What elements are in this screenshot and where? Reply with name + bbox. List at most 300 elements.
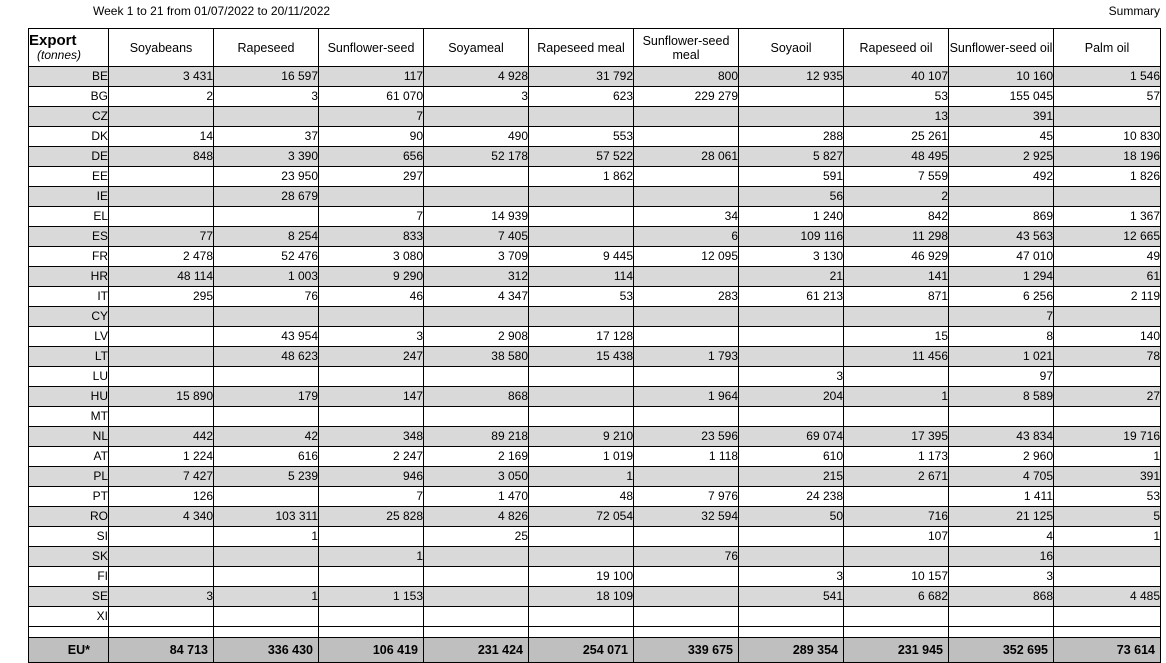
table-row: [29, 107, 1161, 127]
cell-value: 7: [319, 107, 424, 127]
cell-value: 2 960: [949, 447, 1054, 467]
cell-value: 1 003: [214, 267, 319, 287]
export-table: [28, 28, 1161, 663]
cell-value: [844, 367, 949, 387]
cell-value: 15 438: [529, 347, 634, 367]
cell-value: [739, 107, 844, 127]
column-header-8: Sunflower-seed oil: [949, 29, 1054, 67]
cell-value: 12 095: [634, 247, 739, 267]
cell-value: [319, 607, 424, 627]
page-header: [0, 0, 1166, 22]
table-row: [29, 487, 1161, 507]
row-code: BE: [29, 67, 109, 87]
cell-value: 89 218: [424, 427, 529, 447]
cell-value: [214, 487, 319, 507]
cell-value: [844, 407, 949, 427]
cell-value: 109 116: [739, 227, 844, 247]
cell-value: [739, 347, 844, 367]
cell-value: [634, 127, 739, 147]
table-row: [29, 247, 1161, 267]
table-row: [29, 527, 1161, 547]
cell-value: 28 061: [634, 147, 739, 167]
spacer-cell: [29, 627, 109, 638]
cell-value: 72 054: [529, 507, 634, 527]
cell-value: 2 908: [424, 327, 529, 347]
cell-value: [529, 387, 634, 407]
cell-value: [739, 527, 844, 547]
cell-value: 716: [844, 507, 949, 527]
cell-value: 76: [214, 287, 319, 307]
column-header-0: Soyabeans: [109, 29, 214, 67]
cell-value: 12 935: [739, 67, 844, 87]
cell-value: 247: [319, 347, 424, 367]
row-code: ES: [29, 227, 109, 247]
cell-value: 7: [319, 487, 424, 507]
cell-value: 2: [109, 87, 214, 107]
cell-value: 1 021: [949, 347, 1054, 367]
cell-value: 8 589: [949, 387, 1054, 407]
cell-value: [739, 327, 844, 347]
table-row: [29, 507, 1161, 527]
cell-value: 871: [844, 287, 949, 307]
table-row: [29, 67, 1161, 87]
cell-value: [109, 607, 214, 627]
table-row: [29, 447, 1161, 467]
row-code: PT: [29, 487, 109, 507]
cell-value: 1 173: [844, 447, 949, 467]
cell-value: 61 070: [319, 87, 424, 107]
cell-value: 16: [949, 547, 1054, 567]
cell-value: 7 976: [634, 487, 739, 507]
cell-value: 49: [1054, 247, 1161, 267]
cell-value: [1054, 547, 1161, 567]
cell-value: [109, 307, 214, 327]
cell-value: [529, 527, 634, 547]
table-header: [29, 29, 1161, 67]
cell-value: [319, 527, 424, 547]
table-row: [29, 87, 1161, 107]
cell-value: 52 476: [214, 247, 319, 267]
column-header-2: Sunflower-seed: [319, 29, 424, 67]
cell-value: 126: [109, 487, 214, 507]
table-row: [29, 367, 1161, 387]
cell-value: [424, 407, 529, 427]
cell-value: 2: [844, 187, 949, 207]
cell-value: [424, 567, 529, 587]
cell-value: 800: [634, 67, 739, 87]
cell-value: 10 160: [949, 67, 1054, 87]
cell-value: 56: [739, 187, 844, 207]
cell-value: 17 128: [529, 327, 634, 347]
row-code: PL: [29, 467, 109, 487]
cell-value: 4 826: [424, 507, 529, 527]
cell-value: 8: [949, 327, 1054, 347]
cell-value: [424, 167, 529, 187]
cell-value: [949, 407, 1054, 427]
spacer-cell: [844, 627, 949, 638]
cell-value: 19 716: [1054, 427, 1161, 447]
cell-value: 52 178: [424, 147, 529, 167]
cell-value: 868: [424, 387, 529, 407]
cell-value: 1 019: [529, 447, 634, 467]
cell-value: 37: [214, 127, 319, 147]
cell-value: [634, 367, 739, 387]
cell-value: 4: [949, 527, 1054, 547]
cell-value: 40 107: [844, 67, 949, 87]
spacer-cell: [529, 627, 634, 638]
cell-value: 31 792: [529, 67, 634, 87]
cell-value: 57: [1054, 87, 1161, 107]
row-code: CZ: [29, 107, 109, 127]
cell-value: 1 153: [319, 587, 424, 607]
cell-value: [529, 187, 634, 207]
cell-value: 1: [214, 527, 319, 547]
spacer-cell: [634, 627, 739, 638]
cell-value: 3: [739, 567, 844, 587]
cell-value: 43 834: [949, 427, 1054, 447]
cell-value: 2 671: [844, 467, 949, 487]
cell-value: 12 665: [1054, 227, 1161, 247]
cell-value: [529, 207, 634, 227]
cell-value: 6 682: [844, 587, 949, 607]
column-header-9: Palm oil: [1054, 29, 1161, 67]
cell-value: 616: [214, 447, 319, 467]
cell-value: [634, 407, 739, 427]
cell-value: 591: [739, 167, 844, 187]
table-row: [29, 587, 1161, 607]
cell-value: [319, 367, 424, 387]
cell-value: 656: [319, 147, 424, 167]
column-header-7: Rapeseed oil: [844, 29, 949, 67]
cell-value: [319, 407, 424, 427]
cell-value: [949, 187, 1054, 207]
cell-value: 7 405: [424, 227, 529, 247]
cell-value: 42: [214, 427, 319, 447]
cell-value: 107: [844, 527, 949, 547]
cell-value: 50: [739, 507, 844, 527]
cell-value: 11 456: [844, 347, 949, 367]
cell-value: 3: [319, 327, 424, 347]
cell-value: 48 114: [109, 267, 214, 287]
cell-value: [214, 207, 319, 227]
cell-value: 18 109: [529, 587, 634, 607]
cell-value: [424, 547, 529, 567]
cell-value: 45: [949, 127, 1054, 147]
cell-value: 204: [739, 387, 844, 407]
column-header-6: Soyaoil: [739, 29, 844, 67]
cell-value: [109, 187, 214, 207]
table-spacer-row: [29, 627, 1161, 638]
row-code: HU: [29, 387, 109, 407]
cell-value: 2 247: [319, 447, 424, 467]
cell-value: 1 367: [1054, 207, 1161, 227]
total-value: 336 430: [214, 638, 319, 663]
cell-value: 15: [844, 327, 949, 347]
cell-value: 1 240: [739, 207, 844, 227]
cell-value: 14 939: [424, 207, 529, 227]
cell-value: 28 679: [214, 187, 319, 207]
cell-value: 25 261: [844, 127, 949, 147]
cell-value: [634, 167, 739, 187]
cell-value: [634, 307, 739, 327]
column-header-1: Rapeseed: [214, 29, 319, 67]
cell-value: 11 298: [844, 227, 949, 247]
cell-value: [424, 307, 529, 327]
cell-value: [214, 407, 319, 427]
cell-value: 78: [1054, 347, 1161, 367]
cell-value: [1054, 567, 1161, 587]
cell-value: 3: [424, 87, 529, 107]
cell-value: 46 929: [844, 247, 949, 267]
cell-value: 492: [949, 167, 1054, 187]
total-code: EU*: [29, 638, 109, 663]
cell-value: 1: [844, 387, 949, 407]
total-value: 352 695: [949, 638, 1054, 663]
cell-value: [739, 307, 844, 327]
cell-value: 77: [109, 227, 214, 247]
column-header-5: Sunflower-seed meal: [634, 29, 739, 67]
table-row: [29, 607, 1161, 627]
cell-value: 3 709: [424, 247, 529, 267]
cell-value: 38 580: [424, 347, 529, 367]
cell-value: 76: [634, 547, 739, 567]
cell-value: 25: [424, 527, 529, 547]
table-row: [29, 547, 1161, 567]
total-value: 73 614: [1054, 638, 1161, 663]
table-row: [29, 267, 1161, 287]
cell-value: 848: [109, 147, 214, 167]
table-row: [29, 187, 1161, 207]
row-code: AT: [29, 447, 109, 467]
section-label: Summary: [1108, 4, 1160, 18]
table-row: [29, 167, 1161, 187]
cell-value: 869: [949, 207, 1054, 227]
cell-value: [1054, 307, 1161, 327]
cell-value: [529, 307, 634, 327]
cell-value: 5 827: [739, 147, 844, 167]
cell-value: 283: [634, 287, 739, 307]
cell-value: 1 411: [949, 487, 1054, 507]
cell-value: [214, 107, 319, 127]
cell-value: 13: [844, 107, 949, 127]
cell-value: [634, 187, 739, 207]
cell-value: 391: [1054, 467, 1161, 487]
cell-value: 1 793: [634, 347, 739, 367]
cell-value: 141: [844, 267, 949, 287]
total-value: 106 419: [319, 638, 424, 663]
cell-value: 1 118: [634, 447, 739, 467]
spacer-cell: [739, 627, 844, 638]
cell-value: 3 390: [214, 147, 319, 167]
row-code: XI: [29, 607, 109, 627]
row-code: SE: [29, 587, 109, 607]
row-code: HR: [29, 267, 109, 287]
cell-value: [634, 607, 739, 627]
cell-value: 2 925: [949, 147, 1054, 167]
row-code: SK: [29, 547, 109, 567]
cell-value: 2 169: [424, 447, 529, 467]
cell-value: 48 495: [844, 147, 949, 167]
cell-value: [109, 347, 214, 367]
cell-value: [739, 607, 844, 627]
spacer-cell: [949, 627, 1054, 638]
cell-value: 391: [949, 107, 1054, 127]
cell-value: [1054, 107, 1161, 127]
period-label: Week 1 to 21 from 01/07/2022 to 20/11/2022: [93, 4, 331, 18]
row-code: LU: [29, 367, 109, 387]
cell-value: [529, 547, 634, 567]
cell-value: [844, 307, 949, 327]
cell-value: 34: [634, 207, 739, 227]
spacer-cell: [214, 627, 319, 638]
cell-value: [634, 527, 739, 547]
cell-value: 14: [109, 127, 214, 147]
cell-value: 4 340: [109, 507, 214, 527]
cell-value: 541: [739, 587, 844, 607]
cell-value: 1: [529, 467, 634, 487]
cell-value: [634, 327, 739, 347]
cell-value: [109, 167, 214, 187]
cell-value: 47 010: [949, 247, 1054, 267]
cell-value: 103 311: [214, 507, 319, 527]
corner-subtitle-text: (tonnes): [37, 48, 82, 62]
row-code: NL: [29, 427, 109, 447]
cell-value: 69 074: [739, 427, 844, 447]
cell-value: 229 279: [634, 87, 739, 107]
cell-value: 23 596: [634, 427, 739, 447]
cell-value: [529, 107, 634, 127]
cell-value: 7: [319, 207, 424, 227]
table-row: [29, 307, 1161, 327]
cell-value: [1054, 607, 1161, 627]
cell-value: [844, 607, 949, 627]
cell-value: 1: [214, 587, 319, 607]
row-code: FI: [29, 567, 109, 587]
table-row: [29, 407, 1161, 427]
row-code: BG: [29, 87, 109, 107]
cell-value: 7: [949, 307, 1054, 327]
cell-value: [424, 607, 529, 627]
cell-value: 3: [109, 587, 214, 607]
spacer-cell: [319, 627, 424, 638]
cell-value: 5: [1054, 507, 1161, 527]
cell-value: 3: [949, 567, 1054, 587]
row-code: LV: [29, 327, 109, 347]
cell-value: 1: [1054, 447, 1161, 467]
cell-value: 48: [529, 487, 634, 507]
table-row: [29, 147, 1161, 167]
table-row: [29, 427, 1161, 447]
cell-value: 27: [1054, 387, 1161, 407]
cell-value: [634, 267, 739, 287]
spacer-cell: [1054, 627, 1161, 638]
row-code: RO: [29, 507, 109, 527]
table-corner-title: [29, 29, 109, 67]
cell-value: 5 239: [214, 467, 319, 487]
cell-value: 1 224: [109, 447, 214, 467]
cell-value: 1 862: [529, 167, 634, 187]
cell-value: 57 522: [529, 147, 634, 167]
cell-value: [529, 227, 634, 247]
corner-title-text: Export: [29, 32, 77, 49]
table-row: [29, 387, 1161, 407]
column-header-4: Rapeseed meal: [529, 29, 634, 67]
cell-value: 32 594: [634, 507, 739, 527]
cell-value: 25 828: [319, 507, 424, 527]
cell-value: 3 050: [424, 467, 529, 487]
cell-value: 2 478: [109, 247, 214, 267]
cell-value: 297: [319, 167, 424, 187]
cell-value: 442: [109, 427, 214, 447]
cell-value: [214, 307, 319, 327]
row-code: DE: [29, 147, 109, 167]
cell-value: 215: [739, 467, 844, 487]
cell-value: 6: [634, 227, 739, 247]
cell-value: 4 485: [1054, 587, 1161, 607]
cell-value: 23 950: [214, 167, 319, 187]
table-body: [29, 67, 1161, 663]
cell-value: 9 290: [319, 267, 424, 287]
cell-value: 7 427: [109, 467, 214, 487]
cell-value: 1 826: [1054, 167, 1161, 187]
cell-value: 140: [1054, 327, 1161, 347]
row-code: LT: [29, 347, 109, 367]
cell-value: 53: [1054, 487, 1161, 507]
cell-value: 43 563: [949, 227, 1054, 247]
export-table-container: [28, 28, 1160, 663]
cell-value: 90: [319, 127, 424, 147]
total-value: 231 945: [844, 638, 949, 663]
cell-value: 24 238: [739, 487, 844, 507]
table-row: [29, 327, 1161, 347]
cell-value: [109, 567, 214, 587]
cell-value: 623: [529, 87, 634, 107]
cell-value: 19 100: [529, 567, 634, 587]
table-row: [29, 567, 1161, 587]
cell-value: 1 546: [1054, 67, 1161, 87]
cell-value: [739, 407, 844, 427]
cell-value: [424, 367, 529, 387]
cell-value: 946: [319, 467, 424, 487]
total-value: 339 675: [634, 638, 739, 663]
cell-value: 53: [529, 287, 634, 307]
cell-value: 9 210: [529, 427, 634, 447]
cell-value: 10 157: [844, 567, 949, 587]
cell-value: 7 559: [844, 167, 949, 187]
cell-value: [109, 207, 214, 227]
table-row: [29, 287, 1161, 307]
cell-value: 288: [739, 127, 844, 147]
cell-value: [214, 367, 319, 387]
row-code: FR: [29, 247, 109, 267]
table-row: [29, 467, 1161, 487]
cell-value: 3: [214, 87, 319, 107]
cell-value: 295: [109, 287, 214, 307]
header-row: [29, 29, 1161, 67]
cell-value: 53: [844, 87, 949, 107]
cell-value: 348: [319, 427, 424, 447]
cell-value: [109, 367, 214, 387]
cell-value: [844, 487, 949, 507]
table-row: [29, 127, 1161, 147]
cell-value: 8 254: [214, 227, 319, 247]
cell-value: 117: [319, 67, 424, 87]
cell-value: 48 623: [214, 347, 319, 367]
cell-value: 15 890: [109, 387, 214, 407]
cell-value: 43 954: [214, 327, 319, 347]
cell-value: 18 196: [1054, 147, 1161, 167]
table-row: [29, 207, 1161, 227]
